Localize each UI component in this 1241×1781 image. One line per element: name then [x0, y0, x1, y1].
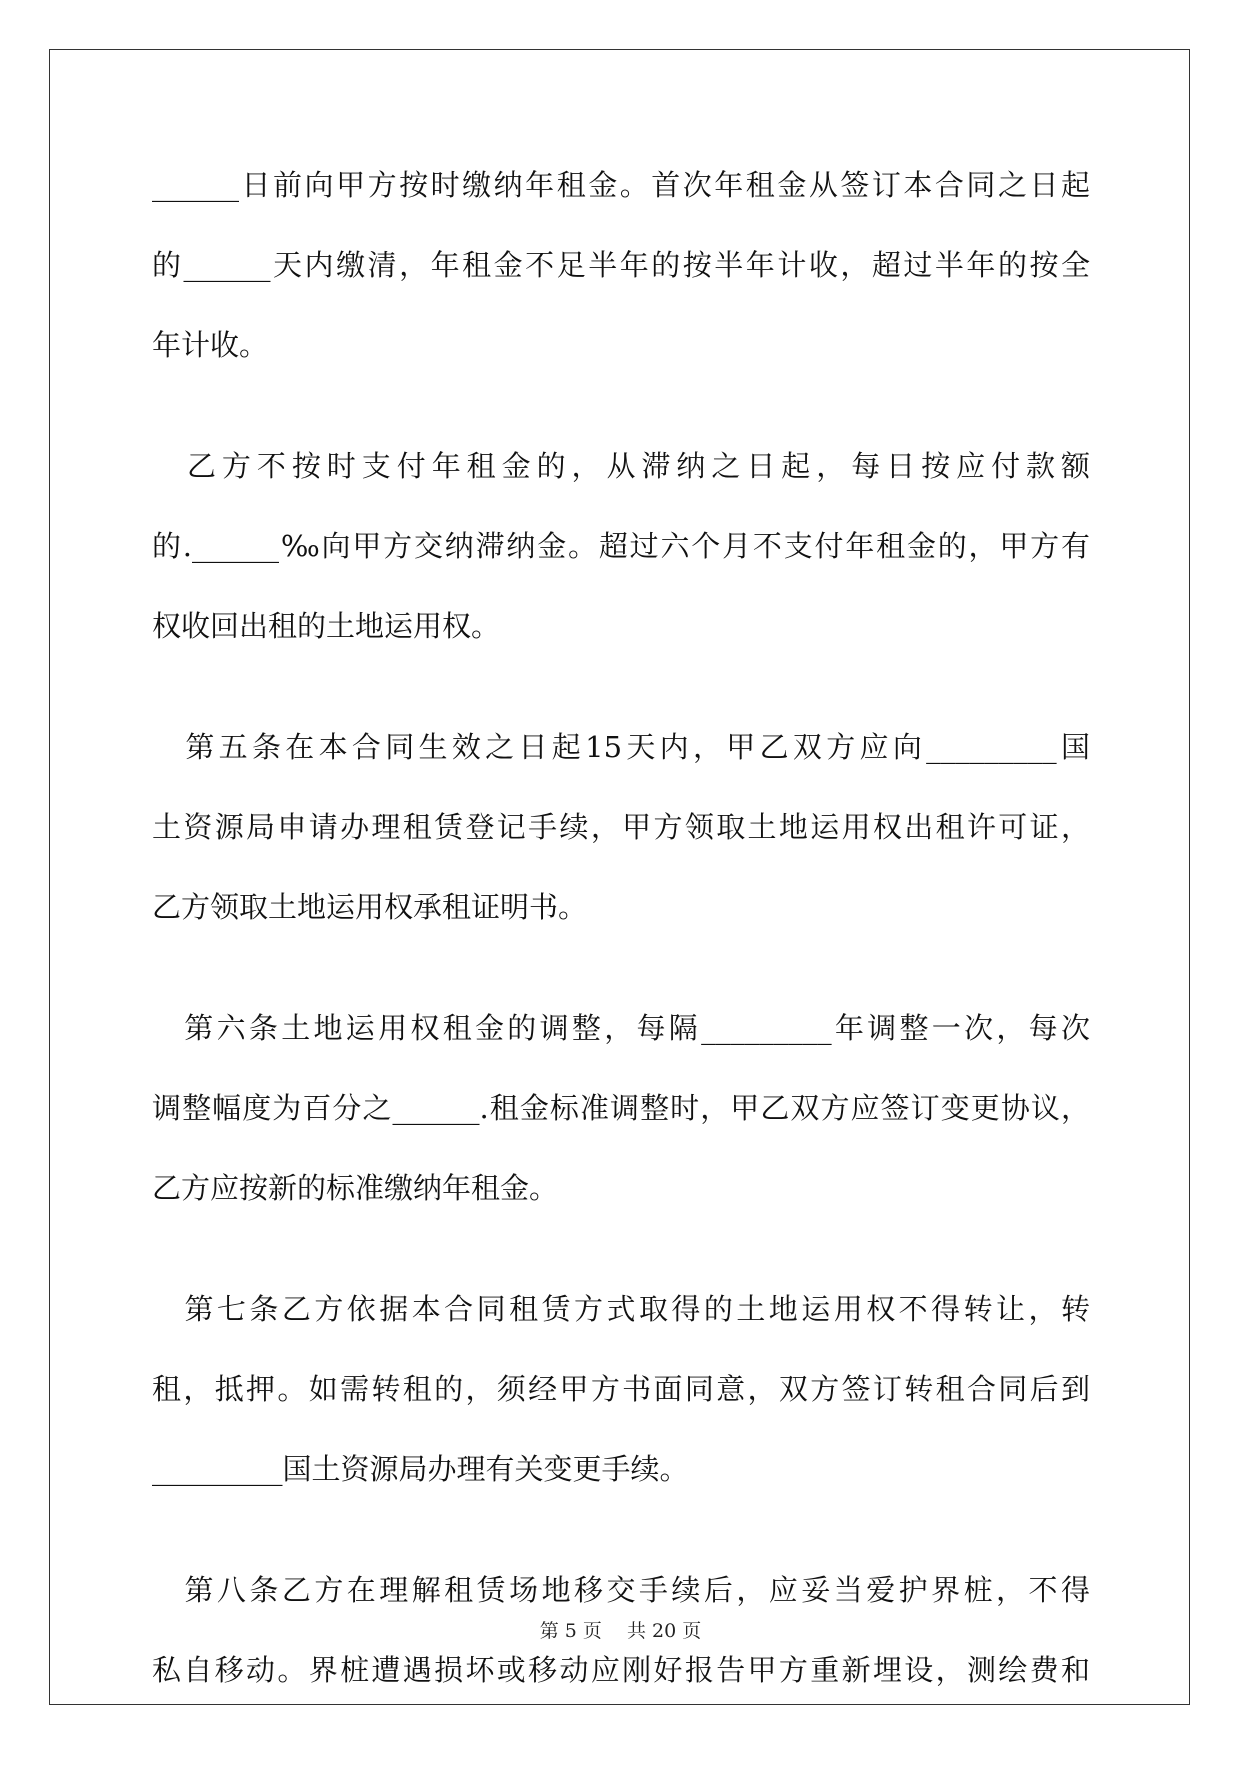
text-line: 第八条乙方在理解租赁场地移交手续后，应妥当爱护界桩，不得 [152, 1573, 1090, 1607]
text-line: 第五条在本合同生效之日起15天内，甲乙双方应向_________国 [152, 730, 1090, 764]
text-line: 乙方应按新的标准缴纳年租金。 [152, 1171, 559, 1205]
paragraph-article-7 [152, 1279, 1090, 1499]
text-line: 私自移动。界桩遭遇损坏或移动应刚好报告甲方重新埋设，测绘费和 [152, 1653, 1090, 1687]
text-line: 第六条土地运用权租金的调整，每隔_________年调整一次，每次 [152, 1011, 1090, 1045]
paragraph-2 [152, 436, 1090, 656]
text-line: 租，抵押。如需转租的，须经甲方书面同意，双方签订转租合同后到 [152, 1372, 1090, 1406]
text-line: _________国土资源局办理有关变更手续。 [152, 1452, 689, 1486]
text-line: 的.______‰向甲方交纳滞纳金。超过六个月不支付年租金的，甲方有 [152, 529, 1090, 563]
text-line: ______日前向甲方按时缴纳年租金。首次年租金从签订本合同之日起 [152, 168, 1090, 202]
paragraph-article-6 [152, 998, 1090, 1218]
text-line: 调整幅度为百分之______.租金标准调整时，甲乙双方应签订变更协议， [152, 1091, 1090, 1125]
text-line: 土资源局申请办理租赁登记手续，甲方领取土地运用权出租许可证， [152, 810, 1090, 844]
paragraph-1 [152, 155, 1090, 375]
document-body [152, 155, 1090, 1781]
paragraph-article-5 [152, 717, 1090, 937]
text-line: 乙方领取土地运用权承租证明书。 [152, 890, 588, 924]
text-line: 乙方不按时支付年租金的，从滞纳之日起，每日按应付款额 [152, 449, 1090, 483]
text-line: 的______天内缴清，年租金不足半年的按半年计收，超过半年的按全 [152, 248, 1090, 282]
text-line: 权收回出租的土地运用权。 [152, 609, 501, 643]
page-footer: 第 5 页 共 20 页 [539, 1620, 702, 1642]
text-line: 年计收。 [152, 328, 269, 362]
text-line: 第七条乙方依据本合同租赁方式取得的土地运用权不得转让，转 [152, 1292, 1090, 1326]
